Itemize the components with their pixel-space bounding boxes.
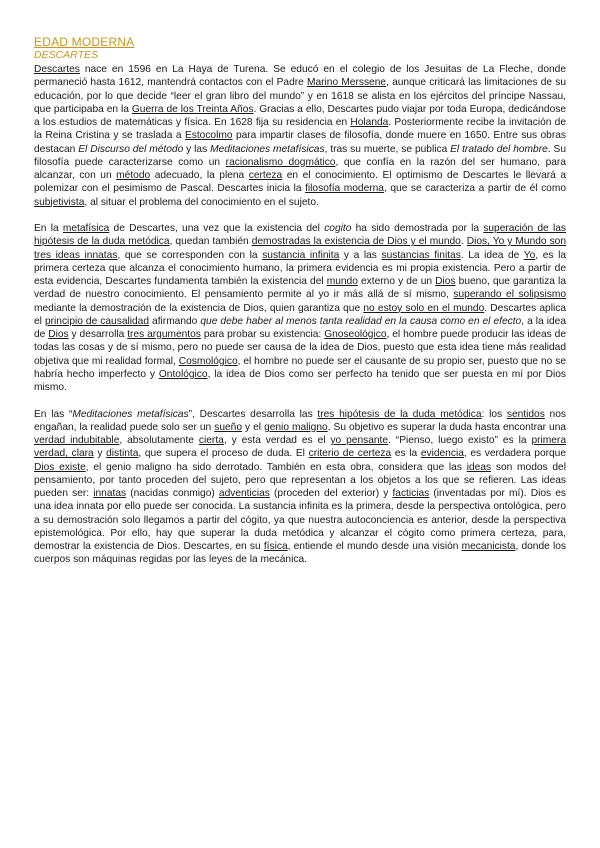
underlined-term: criterio de certeza (308, 448, 392, 460)
text-run: de Descartes, una vez que la existencia del (109, 223, 325, 234)
underlined-term: Yo (523, 249, 536, 261)
text-run: nos engañan, la realidad puede solo ser un (34, 408, 566, 433)
text-run: , y esta verdad es el (223, 435, 331, 446)
text-run: son modos del pensamiento, por tanto proceden del sujeto, pero que representan a los objetos a los que se refieren. Las ideas pueden ser: (34, 461, 566, 499)
underlined-term: Descartes (34, 64, 80, 75)
underlined-term: adventicias (218, 488, 270, 499)
text-run: , es verdadera porque (463, 448, 566, 460)
underlined-term: Dios (435, 276, 456, 287)
text-run: En las “ (34, 408, 73, 420)
underlined-term: tres hipótesis de la duda metódica (317, 408, 482, 420)
text-run: (inventadas por mí). Dios es una idea innata por ello puede ser conocida. La sustancia infinita es la primera, desde la perspectiva ontológica, pero a su demostración solo llegamos a partir del cógito, ya que nuestra autoconciencia es anterior, desde la perspectiva epistemológica. Por ello, hay que superar la duda metódica y alcanzar el cógito como primera certeza, para, demostrar la existencia de Dios. Descartes, en su (34, 488, 566, 552)
text-run: adecuado, la plena (150, 170, 249, 181)
underlined-term: Dios, Yo y Mundo son tres ideas innatas (34, 236, 567, 261)
text-run: , que supera el proceso de duda. El (138, 448, 309, 460)
underlined-term: principio de causalidad (44, 315, 150, 327)
text-run: , que se caracteriza a partir de él como (383, 183, 566, 195)
section-title: EDAD MODERNA (34, 35, 135, 49)
text-run: , a la idea de (34, 315, 567, 340)
text-run: , es la primera certeza que alcanza el conocimiento humano, la primera evidencia es mi propia existencia. Pero a partir de esta evidencia, Descartes fundamenta también la existencia del (34, 249, 567, 287)
italic-text: cogito (324, 223, 352, 234)
paragraph (34, 222, 566, 394)
underlined-term: ideas (466, 461, 492, 473)
text-run: , el hombre puede producir las ideas de todas las cosas y de sí mismo, pero no puede ser causa de la idea de Dios, puesto que esta idea tiene más realidad objetiva que mi realidad formal, (34, 329, 566, 367)
underlined-term: distinta (106, 448, 139, 460)
italic-text: Meditaciones metafísicas (210, 143, 325, 155)
text-run: es la (391, 448, 421, 460)
text-run: , donde los cuerpos son máquinas regidas por las leyes de la mecánica. (34, 541, 566, 566)
document-page (34, 36, 566, 567)
underlined-term: metafísica (62, 223, 110, 234)
text-run: En la (34, 223, 63, 234)
text-run: , que confía en la razón del ser humano, para alcanzar, con un (34, 156, 566, 181)
underlined-term: genio maligno (264, 421, 328, 433)
text-run: , la idea de Dios como ser perfecto ha tenido que ser puesta en mí por Dios mismo. (34, 368, 566, 393)
underlined-term: sustancias finitas (381, 249, 461, 261)
text-run: . Gracias a ello, Descartes pudo viajar por toda Europa, dedicándose a los estudios de matemáticas y física. En 1628 fija su residencia en (34, 103, 567, 128)
text-run: : los (481, 408, 507, 420)
paragraph (34, 63, 566, 209)
underlined-term: subjetivista (34, 196, 85, 208)
underlined-term: Dios (48, 329, 69, 340)
underlined-term: certeza (248, 170, 283, 181)
underlined-term: sustancia infinita (262, 249, 340, 261)
text-run: y las (183, 143, 211, 155)
underlined-term: facticias (392, 488, 430, 499)
text-run: mediante la demostración de la existencia de Dios, quien garantiza que (34, 302, 364, 314)
underlined-term: verdad indubitable (34, 435, 120, 446)
text-run: en el conocimiento. El optimismo de Descartes le llevará a polemizar con el pesimismo de Pascal. Descartes inicia la (34, 170, 566, 195)
text-run: y desarrolla (68, 329, 128, 340)
body-text (34, 63, 566, 567)
text-run: , absolutamente (119, 435, 199, 446)
paragraph (34, 408, 566, 567)
italic-text: El tratado del hombre (450, 143, 548, 155)
italic-text: Meditaciones metafísicas (72, 408, 189, 420)
underlined-term: método (116, 170, 151, 181)
underlined-term: sueño (214, 421, 242, 433)
text-run: . La idea de (460, 249, 524, 261)
underlined-term: racionalismo dogmático (225, 156, 336, 168)
underlined-term: primera verdad, clara (34, 435, 566, 460)
underlined-term: evidencia (420, 448, 464, 460)
text-run: . “Pienso, luego existo” es la (388, 435, 532, 446)
text-run: (proceden del exterior) y (269, 488, 393, 499)
text-run: , que se corresponden con la (117, 249, 263, 261)
text-run: . (460, 236, 467, 248)
underlined-term: yo pensante (330, 435, 389, 446)
text-run: nace en 1596 en La Haya de Turena. Se educó en el colegio de los Jesuitas de La Fleche, donde permaneció hasta 1612, mantendrá contactos con el Padre (34, 64, 566, 89)
italic-text: El Discurso del método (78, 143, 184, 155)
underlined-term: demostradas la existencia de Dios y el mundo (251, 236, 461, 248)
text-run: , tras su muerte, se publica (324, 143, 451, 155)
underlined-term: Holanda (350, 117, 389, 128)
text-run: . Su objetivo es superar la duda hasta encontrar una (327, 421, 567, 433)
underlined-term: Guerra de los Treinta Años (131, 103, 254, 115)
underlined-term: sentidos (506, 408, 545, 420)
underlined-term: cierta (198, 435, 224, 446)
underlined-term: física (263, 541, 288, 552)
underlined-term: superando el solipsismo (453, 289, 566, 301)
underlined-term: mundo (326, 276, 358, 287)
text-run: afirmando (149, 315, 201, 327)
text-run: y el (242, 421, 265, 433)
text-run: (nacidas conmigo) (126, 488, 219, 499)
text-run: , aunque criticará las limitaciones de su educación, por lo que decide “leer el gran libro del mundo” y en 1618 se alista en los ejércitos del príncipe Nassau, que participaba en la (34, 77, 567, 115)
underlined-term: superación de las hipótesis de la duda metódica (34, 223, 566, 248)
underlined-term: Gnoseológico (324, 329, 387, 340)
text-run: y a las (339, 249, 382, 261)
text-run: . Posteriormente recibe la invitación de la Reina Cristina y se traslada a (34, 117, 566, 142)
section-subtitle: DESCARTES (34, 49, 98, 61)
underlined-term: filosofía moderna (305, 183, 384, 195)
text-run: . Descartes aplica el (34, 302, 566, 327)
text-run: , al situar el problema del conocimiento en el sujeto. (84, 196, 319, 208)
underlined-term: Estocolmo (184, 130, 233, 142)
text-run: ”, Descartes desarrolla las (188, 408, 318, 420)
underlined-term: innatas (93, 488, 127, 499)
text-run: para impartir clases de filosofía, donde muere en 1650. Entre sus obras destacan (34, 130, 567, 155)
text-run: , el genio maligno ha sido derrotado. También en esta obra, considera que las (85, 461, 467, 473)
text-run: , entiende el mundo desde una visión (287, 541, 462, 552)
text-run: . Su filosofía puede caracterizarse como un (34, 143, 566, 168)
text-run: , quedan también (169, 236, 252, 248)
text-run: y (93, 448, 107, 460)
text-run: , el hombre no puede ser el causante de su propio ser, puesto que no se habría hecho imperfecto y (34, 355, 566, 380)
underlined-term: tres argumentos (127, 329, 201, 340)
italic-text: que debe haber al menos tanta realidad en la causa como en el efecto (200, 315, 522, 327)
underlined-term: Dios existe (34, 461, 86, 473)
underlined-term: Cosmológico (178, 355, 238, 367)
text-run: ha sido demostrada por la (351, 223, 484, 234)
text-run: externo y de un (357, 276, 436, 287)
underlined-term: mecanicista (461, 541, 516, 552)
underlined-term: Ontológico (158, 368, 208, 380)
underlined-term: Marino Merssene (307, 77, 387, 89)
underlined-term: no estoy solo en el mundo (363, 302, 485, 314)
text-run: bueno, que garantiza la verdad de nuestro conocimiento. El pensamiento permite al yo ir más allá de sí mismo, (34, 276, 566, 301)
text-run: para probar su existencia: (200, 329, 325, 340)
